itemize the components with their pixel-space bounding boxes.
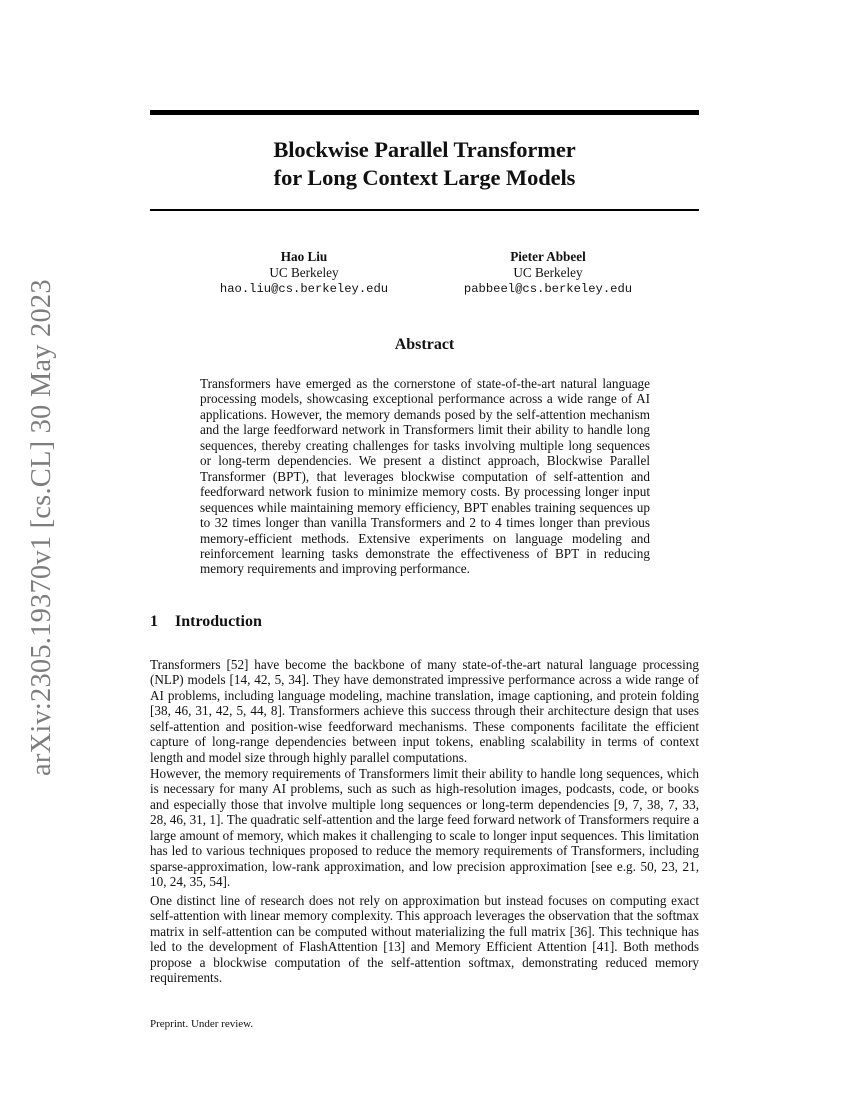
paper-title (150, 136, 699, 192)
intro-paragraph-2: However, the memory requirements of Transformers limit their ability to handle long sequences, which is necessary for many AI problems, such as such as high-resolution images, podcasts, code, or books and especially those that involve multiple long sequences or long-term dependencies [9, 7, 38, 7, 33, 28, 46, 31, 1]. The quadratic self-attention and the large feed forward network of Transformers require a large amount of memory, which makes it challenging to scale to longer input sequences. This limitation has led to various techniques proposed to reduce the memory requirements of Transformers, including sparse-approximation, low-rank approximation, and low precision approximation [see e.g. 50, 23, 21, 10, 24, 35, 54]. (150, 766, 699, 890)
author-affiliation: UC Berkeley (269, 265, 339, 280)
author-name: Pieter Abbeel (510, 249, 586, 264)
intro-paragraph-1: Transformers [52] have become the backbone of many state-of-the-art natural language processing (NLP) models [14, 42, 5, 34]. They have demonstrated impressive performance across a wide range of AI problems, including language modeling, machine translation, image captioning, and protein folding [38, 46, 31, 42, 5, 44, 8]. Transformers achieve this success through their architecture design that uses self-attention and position-wise feedforward mechanisms. These components facilitate the efficient capture of long-range dependencies between input tokens, enabling scalability in terms of context length and model size through highly parallel computations. (150, 657, 699, 765)
section-number: 1 (150, 613, 158, 630)
title-line-2: for Long Context Large Models (273, 165, 576, 190)
section-title: Introduction (175, 613, 262, 630)
author-block-1 (174, 249, 434, 297)
arxiv-identifier-stamp: arXiv:2305.19370v1 [cs.CL] 30 May 2023 (26, 279, 57, 776)
abstract-heading: Abstract (394, 336, 455, 353)
title-line-1: Blockwise Parallel Transformer (273, 137, 576, 162)
title-top-rule (150, 110, 699, 115)
author-name: Hao Liu (280, 249, 328, 264)
abstract-text: Transformers have emerged as the cornerstone of state-of-the-art natural language processing models, showcasing exceptional performance across a wide range of AI applications. However, the memory demands posed by the self-attention mechanism and the large feedforward network in Transformers limit their ability to handle long sequences, thereby creating challenges for tasks involving multiple long sequences or long-term dependencies. We present a distinct approach, Blockwise Parallel Transformer (BPT), that leverages blockwise computation of self-attention and feedforward network fusion to minimize memory costs. By processing longer input sequences while maintaining memory efficiency, BPT enables training sequences up to 32 times longer than vanilla Transformers and 2 to 4 times longer than previous memory-efficient methods. Extensive experiments on language modeling and reinforcement learning tasks demonstrate the effectiveness of BPT in reducing memory requirements and improving performance. (200, 376, 650, 577)
author-affiliation: UC Berkeley (513, 265, 583, 280)
author-email: hao.liu@cs.berkeley.edu (219, 282, 389, 296)
author-email: pabbeel@cs.berkeley.edu (463, 282, 633, 296)
title-bottom-rule (150, 209, 699, 211)
author-block-2 (418, 249, 678, 297)
preprint-footer: Preprint. Under review. (150, 1018, 254, 1030)
intro-paragraph-3: One distinct line of research does not rely on approximation but instead focuses on computing exact self-attention with linear memory complexity. This approach leverages the observation that the softmax matrix in self-attention can be computed without materializing the full matrix [36]. This technique has led to the development of FlashAttention [13] and Memory Efficient Attention [41]. Both methods propose a blockwise computation of the self-attention softmax, demonstrating reduced memory requirements. (150, 893, 699, 986)
section-heading (150, 612, 262, 632)
